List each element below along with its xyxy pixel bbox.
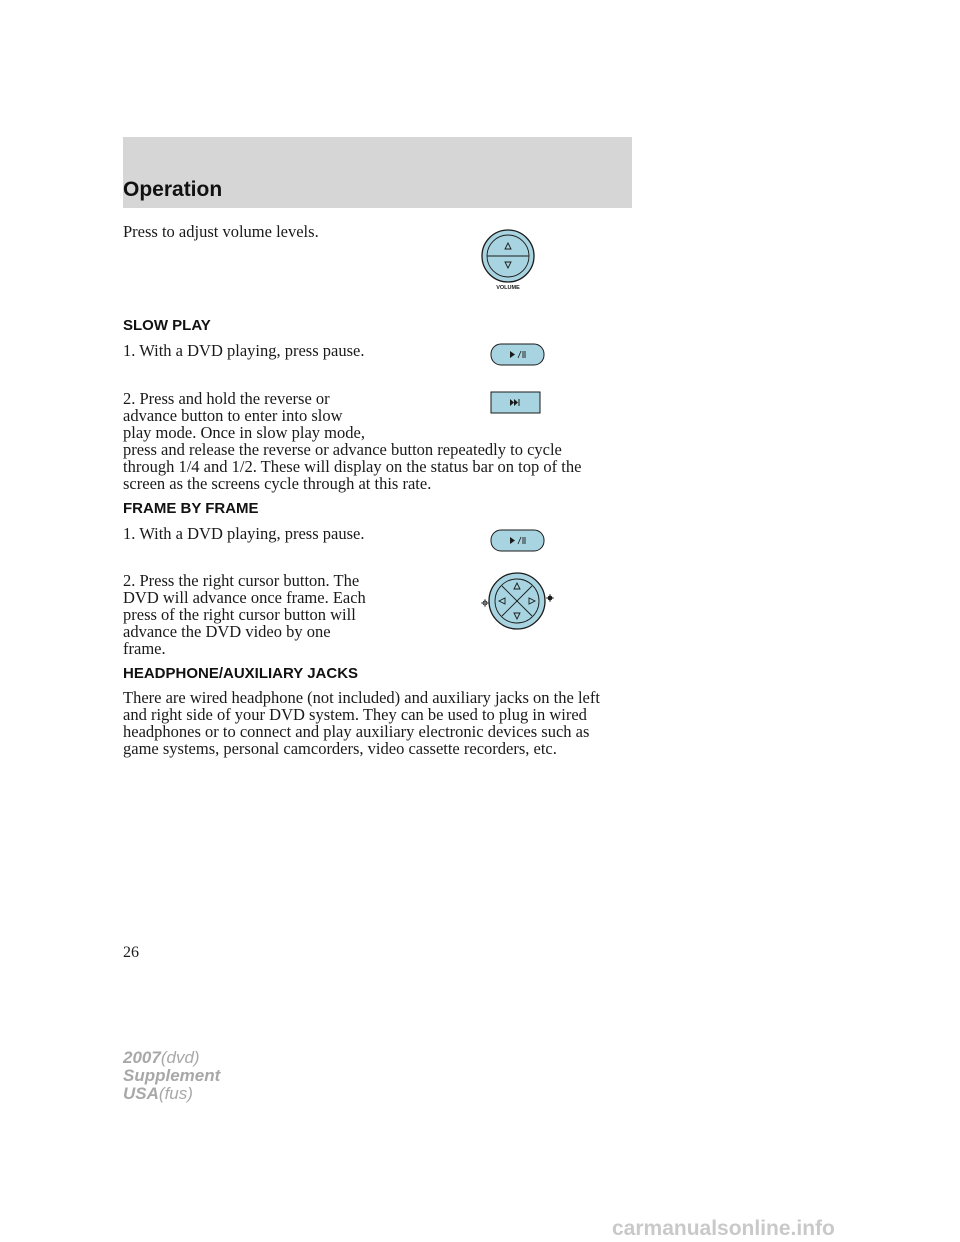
volume-text: Press to adjust volume levels.	[123, 222, 319, 241]
jacks-heading: HEADPHONE/AUXILIARY JACKS	[123, 665, 359, 682]
jacks-line1: There are wired headphone (not included) and auxiliary jacks on the left	[123, 688, 600, 707]
slow-play-step2-line3: play mode. Once in slow play mode,	[123, 423, 365, 442]
cursor-pad-icon	[478, 570, 556, 632]
footer	[123, 1049, 220, 1103]
slow-play-step2-line2: advance button to enter into slow	[123, 406, 343, 425]
slow-play-step2-line4: press and release the reverse or advance button repeatedly to cycle	[123, 440, 562, 459]
frame-step2-line1: 2. Press the right cursor button. The	[123, 571, 360, 590]
frame-step2-line2: DVD will advance once frame. Each	[123, 588, 366, 607]
footer-region: USA	[123, 1084, 159, 1103]
jacks-line2: and right side of your DVD system. They can be used to plug in wired	[123, 705, 587, 724]
frame-step2-line4: advance the DVD video by one	[123, 622, 331, 641]
volume-icon-label: VOLUME	[496, 285, 520, 291]
watermark: carmanualsonline.info	[612, 1217, 835, 1240]
slow-play-step2-line1: 2. Press and hold the reverse or	[123, 389, 330, 408]
slow-play-heading: SLOW PLAY	[123, 317, 211, 334]
volume-button-icon	[477, 228, 539, 292]
frame-step2-line3: press of the right cursor button will	[123, 605, 356, 624]
frame-step1: 1. With a DVD playing, press pause.	[123, 524, 365, 543]
footer-year-note: (dvd)	[160, 1048, 200, 1067]
frame-step2-line5: frame.	[123, 639, 166, 658]
slow-play-step1: 1. With a DVD playing, press pause.	[123, 341, 365, 360]
play-pause-button-icon	[490, 343, 546, 367]
frame-by-frame-heading: FRAME BY FRAME	[123, 500, 259, 517]
jacks-line4: game systems, personal camcorders, video cassette recorders, etc.	[123, 739, 557, 758]
jacks-line3: headphones or to connect and play auxiliary electronic devices such as	[123, 722, 590, 741]
footer-region-note: (fus)	[158, 1084, 193, 1103]
footer-type: Supplement	[123, 1066, 221, 1085]
advance-button-icon	[490, 391, 542, 416]
page-number: 26	[123, 944, 139, 961]
page-title: Operation	[123, 178, 223, 201]
footer-year: 2007	[123, 1048, 161, 1067]
slow-play-step2-line5: through 1/4 and 1/2. These will display on the status bar on top of the	[123, 457, 582, 476]
slow-play-step2-line6: screen as the screens cycle through at this rate.	[123, 474, 432, 493]
play-pause-button-icon	[490, 529, 546, 553]
